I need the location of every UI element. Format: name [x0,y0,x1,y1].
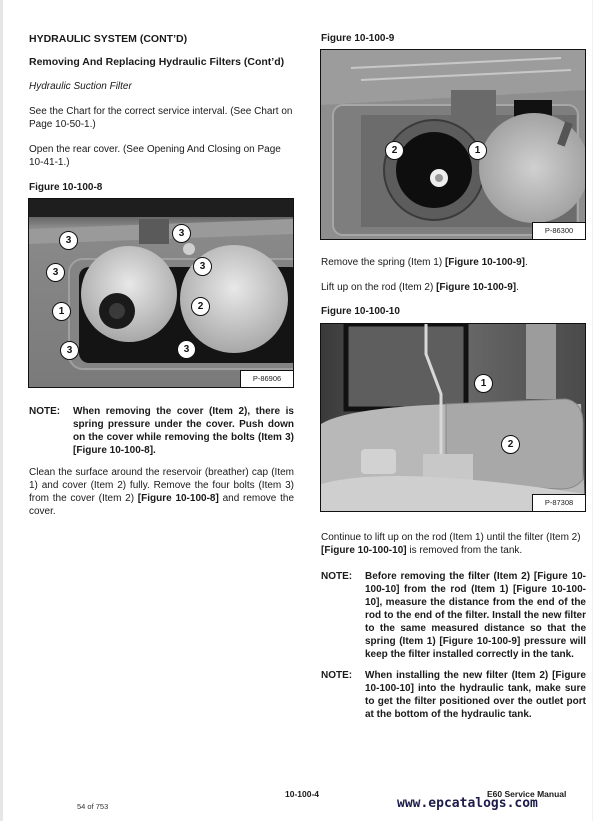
callout-1: 1 [468,141,487,160]
subsection-title: Removing And Replacing Hydraulic Filters (Cont’d) [29,56,285,68]
topic-title: Hydraulic Suction Filter [29,81,132,92]
figure-reference: [Figure 10-100-9] [436,282,517,293]
note-install-filter [321,669,586,721]
paragraph-text: and remove the cover. [29,493,295,517]
watermark-link[interactable]: www.epcatalogs.com [397,796,538,811]
note-spring-pressure [29,405,294,457]
lift-rod-paragraph [321,281,519,294]
note-text: When removing the cover (Item 2), there is spring pressure under the cover. Push down on the cover while removing the bolts (Item 3) [Figure 10-100-8]. [73,406,294,456]
paragraph-text: is removed from the tank. [406,545,523,556]
page-counter: 54 of 753 [77,802,109,811]
note-measure-distance [321,570,586,661]
callout-1: 1 [52,302,71,321]
callout-2: 2 [501,435,520,454]
continue-lift-paragraph [321,531,586,557]
note-label: NOTE: [29,406,61,417]
figure-9-photo [321,50,585,239]
callout-3: 3 [193,257,212,276]
paragraph-text: Remove the spring (Item 1) [321,257,445,268]
callout-2: 2 [191,297,210,316]
figure-9-label: Figure 10-100-9 [321,33,395,44]
page-code: 10-100-4 [285,789,320,799]
figure-reference: [Figure 10-100-10] [321,545,407,556]
callout-1: 1 [474,374,493,393]
figure-reference: [Figure 10-100-9] [444,257,525,268]
photo-code: P-87308 [532,494,585,511]
callout-3: 3 [46,263,65,282]
note-label: NOTE: [321,571,353,582]
figure-10-label: Figure 10-100-10 [321,306,400,317]
callout-3: 3 [177,340,196,359]
service-interval-paragraph: See the Chart for the correct service interval. (See Chart on Page 10-50-1.) [29,106,293,130]
figure-10-100-8 [28,198,294,388]
figure-10-100-9 [320,49,586,240]
photo-code: P-86300 [532,222,585,239]
clean-surface-paragraph [29,466,294,518]
figure-reference: [Figure 10-100-8] [137,493,219,504]
note-text: When installing the new filter (Item 2) [Figure 10-100-10] into the hydraulic tank, make sure to get the filter positioned over the outlet port at the bottom of the hydraulic tank. [365,670,586,720]
callout-3: 3 [59,231,78,250]
callout-3: 3 [60,341,79,360]
paragraph-text: . [516,282,519,293]
open-cover-paragraph: Open the rear cover. (See Opening And Closing on Page 10-41-1.) [29,144,281,168]
figure-8-label: Figure 10-100-8 [29,182,103,193]
note-label: NOTE: [321,670,353,681]
callout-2: 2 [385,141,404,160]
figure-10-photo [321,324,585,511]
section-title: HYDRAULIC SYSTEM (CONT’D) [29,33,188,45]
remove-spring-paragraph [321,256,528,269]
manual-title: E60 Service Manual [487,789,567,799]
note-text: Before removing the filter (Item 2) [Figure 10-100-10] from the rod (Item 1) [Figure 10-100-10], measure the distance from the end of the rod to the end of the filter. Install the new filter to the same measured distance so that the spring (Item 1) [Figure 10-100-9] pressure will keep the filter installed correctly in the tank. [365,571,586,660]
paragraph-text: Clean the surface around the reservoir (breather) cap (Item 1) and cover (Item 2) fully. Remove the four bolts (Item 3) from the cover (Item 2) [29,467,294,504]
paragraph-text: Lift up on the rod (Item 2) [321,282,437,293]
page-edge-left [0,0,3,821]
paragraph-text: . [524,257,528,268]
callout-3: 3 [172,224,191,243]
photo-code: P-86906 [240,370,293,387]
paragraph-text: Continue to lift up on the rod (Item 1) until the filter (Item 2) [321,532,581,543]
figure-10-100-10 [320,323,586,512]
page-edge-right [592,0,593,821]
